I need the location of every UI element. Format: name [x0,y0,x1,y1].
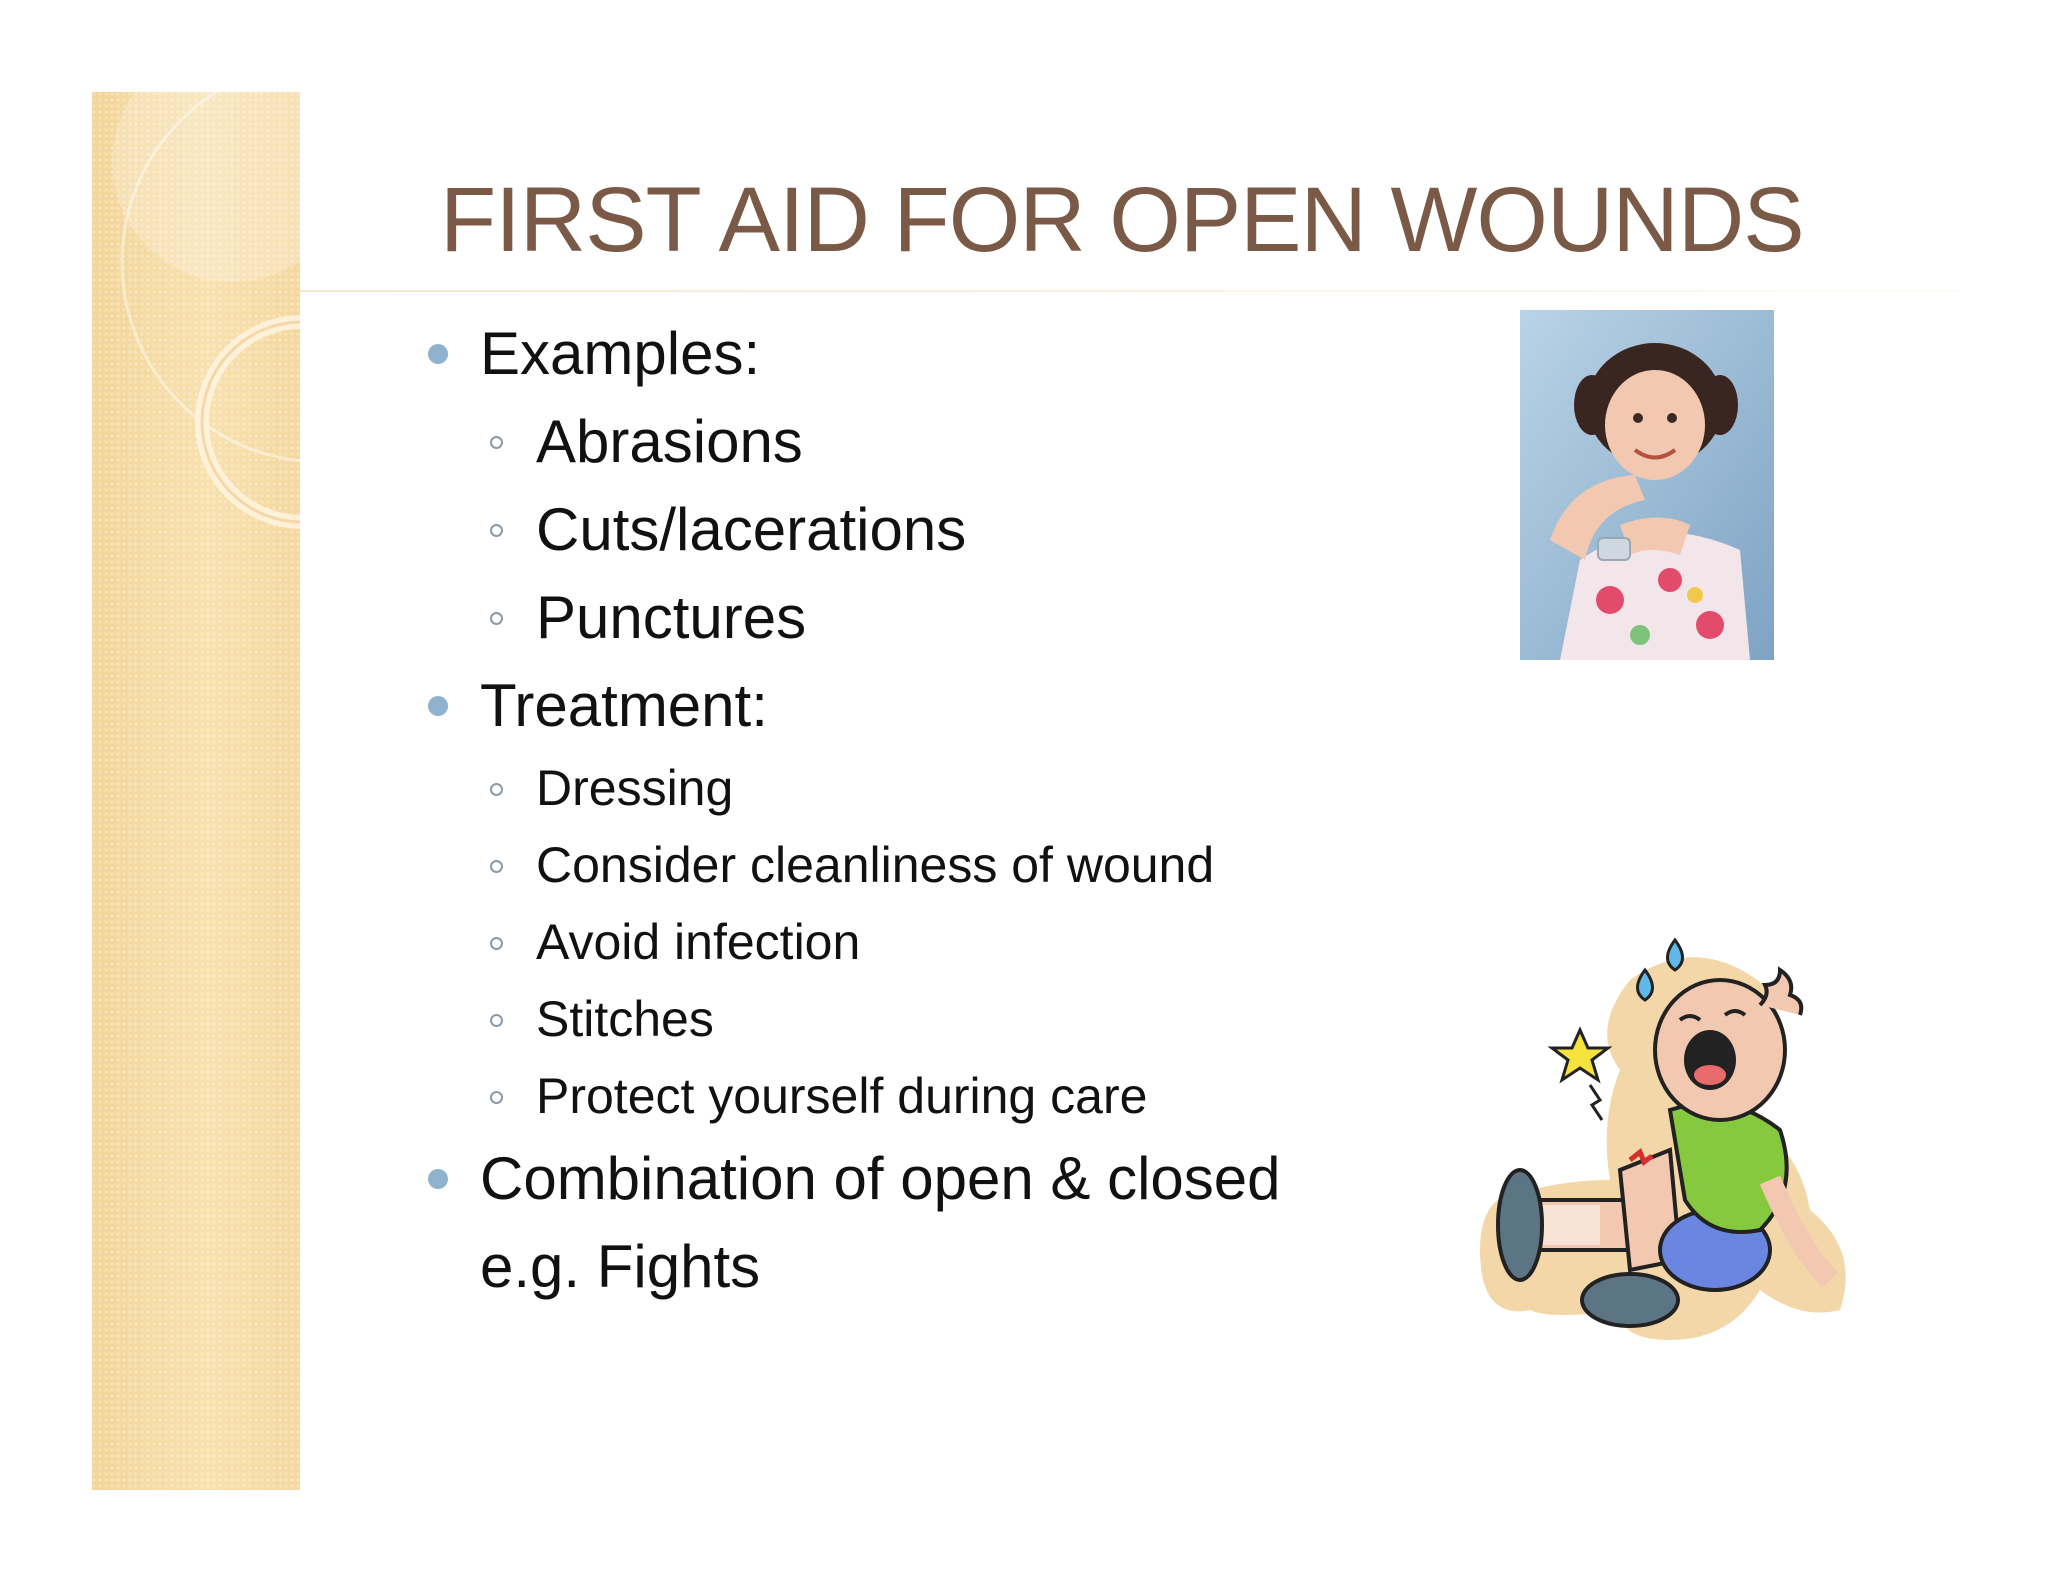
bullet-continuation: e.g. Fights [480,1233,761,1300]
decorative-strip [92,92,300,1490]
sub-bullet-label: Cuts/lacerations [536,496,967,563]
bullet-treatment [420,662,1380,750]
bullet-combination [420,1135,1380,1223]
decorative-circles [92,92,300,1490]
sub-bullet-ring-icon [490,937,503,950]
sub-bullet-label: Dressing [536,760,734,816]
sub-bullet-ring-icon [490,1091,503,1104]
sub-bullet [420,398,1380,486]
bullet-dot-icon [428,1169,448,1189]
bullet-label: Treatment: [480,672,768,739]
sub-bullet [420,827,1380,904]
sub-bullet [420,486,1380,574]
sub-bullet-label: Avoid infection [536,914,861,970]
bullet-list [420,310,1380,1311]
sub-bullet-ring-icon [490,783,503,796]
sub-bullet-ring-icon [490,860,503,873]
title-divider [300,290,1960,292]
sub-bullet [420,750,1380,827]
sub-bullet [420,981,1380,1058]
bullet-dot-icon [428,344,448,364]
sub-bullet-ring-icon [490,612,503,625]
sub-bullet [420,904,1380,981]
sub-bullet-label: Abrasions [536,408,803,475]
sub-bullet-label: Protect yourself during care [536,1068,1148,1124]
slide-title: FIRST AID FOR OPEN WOUNDS [440,169,1804,271]
sub-bullet [420,1058,1380,1135]
bullet-label: Examples: [480,320,761,387]
sub-bullet-ring-icon [490,1014,503,1027]
sub-bullet-label: Consider cleanliness of wound [536,837,1215,893]
girl-with-bandage-photo [1520,310,1774,660]
sub-bullet [420,574,1380,662]
sub-bullet-label: Punctures [536,584,807,651]
sub-bullet-label: Stitches [536,991,714,1047]
crying-boy-cartoon [1470,920,1880,1360]
bullet-examples [420,310,1380,398]
bullet-dot-icon [428,696,448,716]
sub-bullet-ring-icon [490,524,503,537]
sub-bullet-ring-icon [490,436,503,449]
bullet-label: Combination of open & closed [480,1145,1281,1212]
